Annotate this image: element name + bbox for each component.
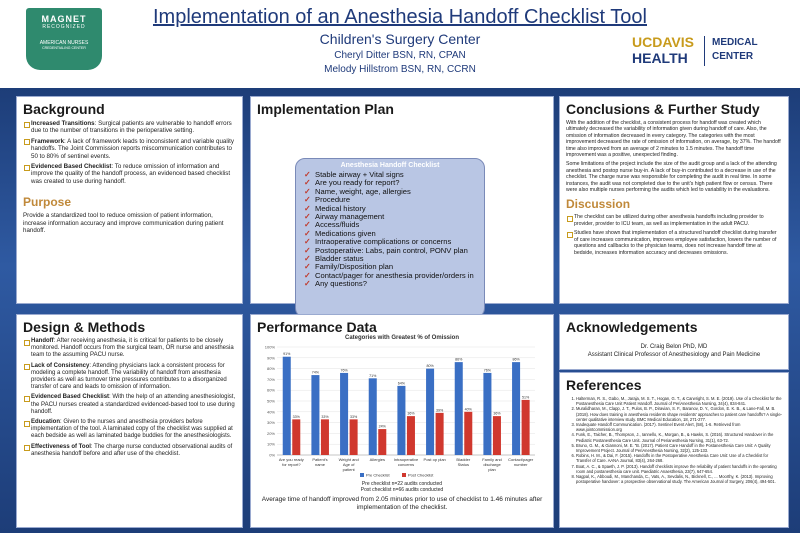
checklist-item: ✓ Bladder status: [315, 255, 484, 263]
bar-pre-checklist: [512, 362, 520, 455]
background-heading: Background: [23, 101, 105, 117]
bar-post-checklist: [493, 416, 501, 455]
design-heading: Design & Methods: [23, 319, 146, 335]
data-label: 71%: [369, 373, 377, 378]
acknowledgements-heading: Acknowledgements: [566, 319, 698, 335]
list-item: Increased Transitions: Surgical patients are vulnerable to handoff errors due to the number of transitions in the perioperative setting.: [31, 120, 236, 135]
data-label: 76%: [340, 368, 348, 373]
y-tick-label: 70%: [266, 376, 275, 382]
performance-summary: Average time of handoff improved from 2.05 minutes prior to use of checklist to 1.46 minutes after implementation of the checklist.: [261, 496, 543, 511]
logo-text: MAGNET: [41, 14, 87, 24]
bar-post-checklist: [522, 400, 530, 455]
logo-divider: [704, 36, 705, 66]
bar-post-checklist: [378, 429, 386, 455]
list-item: Evidenced Based Checklist: To reduce omission of information and improve the quality of the handoff process, an evidenced based checklist was created to use during handoff.: [31, 163, 236, 185]
poster-title-block: [120, 6, 680, 75]
checklist-item: ✓ Stable airway + Vital signs: [315, 171, 484, 179]
chart-title: Categories with Greatest % of Omission: [344, 335, 460, 341]
logo-text: UCDAVIS: [632, 34, 694, 50]
y-tick-label: 90%: [266, 355, 275, 361]
caption-pre: Pre checklist n=22 audits conducted: [361, 481, 443, 487]
checklist: [296, 171, 484, 289]
bar-pre-checklist: [311, 375, 319, 455]
x-tick-label: Family and: [482, 457, 502, 462]
checklist-scroll: [295, 158, 485, 318]
y-tick-label: 100%: [264, 344, 275, 350]
logo-text: HEALTH: [632, 50, 688, 66]
data-label: 33%: [350, 414, 358, 419]
data-label: 80%: [426, 364, 434, 369]
list-item: Handoff: After receiving anesthesia, it is critical for patients to be closely monitored. Handoff occurs from the surgical team, OR nurse and anesthesia team to the assuming PACU nurse.: [31, 338, 236, 360]
data-label: 36%: [407, 411, 415, 416]
x-tick-label: number: [513, 462, 528, 467]
bar-post-checklist: [321, 419, 329, 455]
checklist-item: ✓ Contact/pager for anesthesia provider/orders in: [315, 272, 484, 280]
logo-text: MEDICAL CENTER: [712, 37, 758, 62]
x-tick-label: Weight and: [338, 457, 359, 462]
x-tick-label: Intraoperative: [393, 457, 419, 462]
bar-post-checklist: [350, 419, 358, 455]
design-panel: [16, 314, 243, 528]
bar-pre-checklist: [397, 386, 405, 455]
poster-subtitle: Children's Surgery Center: [319, 31, 481, 47]
data-label: 64%: [397, 381, 406, 386]
checklist-item: ✓ Intraoperative complications or concerns: [315, 238, 484, 246]
x-tick-label: patient: [342, 467, 355, 472]
data-label: 51%: [522, 395, 530, 400]
legend-label: Pre Checklist: [366, 472, 390, 478]
data-label: 36%: [493, 411, 501, 416]
logo-text: RECOGNIZED: [42, 24, 86, 30]
data-label: 76%: [483, 368, 492, 373]
x-tick-label: discharge: [483, 462, 501, 467]
x-tick-label: Post op plan: [423, 457, 446, 462]
chart-captions: [251, 481, 553, 515]
reference-item: 7. Boat, A. C., & Spaeth, J. P. (2013). Handoff checklists improve the reliability of patient handoffs in the operating room and postanesthesia care unit. Paediatric Anaesthesia, 23(7), 647-654.: [576, 464, 782, 474]
checklist-item: ✓ Medical history: [315, 205, 484, 213]
implementation-heading: Implementation Plan: [257, 101, 394, 117]
x-tick-label: Bladder: [456, 457, 471, 462]
x-tick-label: name: [314, 462, 326, 467]
design-body: [17, 335, 242, 464]
conclusions-p1: With the addition of the checklist, a consistent process for handoff was created which ultimately decreased the variability of information given during handoff of care. Also, the omission of information decreased in every category. The categories with the most improvement decreased the rate of omission of information, on average, by 37%. The handoff time also improved from an average of 2 minutes to 1.5 minutes. The handoff time improvement was a positive, unexpected finding.: [566, 120, 781, 159]
data-label: 40%: [464, 407, 472, 412]
y-tick-label: 80%: [266, 366, 275, 372]
x-tick-label: concerns: [397, 462, 415, 467]
list-item: Evidenced Based Checklist: With the help of an attending anesthesiologist, the PACU nurses created a standardized evidenced-based tool to use during handoff.: [31, 394, 236, 415]
bar-post-checklist: [292, 419, 300, 455]
references-panel: [559, 372, 789, 528]
ucdavis-health-logo: [622, 34, 792, 68]
omission-bar-chart: [259, 341, 541, 481]
bar-pre-checklist: [455, 362, 463, 455]
list-item: Lack of Consistency: Attending physicians lack a consistent process for modeling a complete handoff. The variability of handoff from anesthesia providers as well as turnover time pressures contributes to a disorganized transfer of care and leads to omission of information.: [31, 363, 236, 392]
reference-item: 6. Robins, H. M., & Dai, F. (2015). Handoffs in the Postoperative Anesthesia Care Unit: Use of a Checklist for Transfer of Care. AANA Journal, 83(4), 264-268.: [576, 453, 782, 463]
logo-text: CREDENTIALING CENTER: [42, 46, 86, 50]
bar-pre-checklist: [369, 378, 377, 455]
x-tick-label: Contact/pager: [508, 457, 534, 462]
list-item: Studies have shown that implementation of a structured handoff checklist during transfer of care increases communication, improves employee satisfaction, lowers the number of questions and callbacks to the physician teams, does not increase handoff time at bedside, increases information accuracy and decreases omissions.: [574, 230, 782, 256]
list-item: Framework: A lack of framework leads to inconsistent and variable quality handoffs. The Joint Commission reports miscommunication contributes to 50 to 80% of sentinel events.: [31, 138, 236, 160]
data-label: 86%: [512, 357, 520, 362]
performance-heading: Performance Data: [257, 319, 377, 335]
conclusions-heading: Conclusions & Further Study: [566, 101, 760, 117]
references-list: [560, 393, 788, 487]
discussion-body: [560, 211, 788, 261]
discussion-heading: Discussion: [566, 197, 631, 212]
poster-title: Implementation of an Anesthesia Handoff Checklist Tool: [152, 6, 647, 28]
reference-item: 5. Bruno, G. M., & Giannoni, M. E. "B. (2017). Patient Care Handoff in the Postanesthesia Care Unit: A Quality Improvement Project. Journal of PeriAnesthesia Nursing, 32(2), 125-133.: [576, 443, 782, 453]
conclusions-p2: Some limitations of the project include the size of the audit group and a lack of the attending anesthesia and postop nurse buy-in. A lack of buy-in contributed to a decrease in use of the checklist. The charge nurse was responsible for completing the audit in real time. In some instances, the audit was not completed due to the unit's high patient flow or census. There were also multiple nurses performing the audits which led to variability in the evaluations.: [566, 161, 777, 194]
list-item: Education: Given to the nurses and anesthesia providers before implementation of the tool. A laminated copy of the checklist was supplied at each bedside as well as laminated badge buddies for the anesthesiologists.: [31, 419, 236, 441]
references-heading: References: [566, 377, 642, 393]
legend-swatch: [360, 473, 364, 477]
bar-post-checklist: [407, 416, 415, 455]
y-tick-label: 10%: [266, 441, 275, 447]
acknowledgements-panel: [559, 314, 789, 370]
logo-text: AMERICAN NURSES: [39, 40, 89, 46]
y-tick-label: 0%: [269, 452, 275, 458]
y-tick-label: 40%: [266, 409, 275, 415]
y-tick-label: 20%: [266, 430, 275, 436]
x-tick-label: Allergies: [369, 457, 386, 462]
x-tick-label: Status: [457, 462, 470, 467]
checklist-item: ✓ Name, weight, age, allergies: [315, 188, 484, 196]
x-tick-label: Patient's: [312, 457, 328, 462]
list-item: Effectiveness of Tool: The charge nurse conducted observational audits of anesthesia handoff before and after use of the checklist.: [31, 444, 236, 458]
data-label: 33%: [292, 414, 300, 419]
performance-panel: [250, 314, 554, 528]
legend-swatch: [402, 473, 406, 477]
author-1: Cheryl Ditter BSN, RN, CPAN: [334, 50, 466, 61]
checklist-item: ✓ Any questions?: [315, 280, 484, 288]
data-label: 39%: [436, 408, 444, 413]
bar-post-checklist: [464, 412, 472, 455]
data-label: 33%: [321, 414, 329, 419]
ack-name: Dr. Craig Belon PhD, MD Assistant Clinical Professor of Anesthesiology and Pain Medicine: [587, 344, 761, 358]
legend-label: Post Checklist: [408, 472, 434, 478]
data-label: 86%: [455, 357, 463, 362]
data-label: 91%: [283, 352, 291, 357]
x-tick-label: for report?: [282, 462, 301, 467]
reference-item: 1. Halterman, R. S., Gabo, M., Jaraja, M. S. T., Hogan, G. T., & Carwright, S. M. E. (2019). Use of a Checklist for the Postanesthesia Care Unit Patient Handoff. Journal of PeriAnesthesia Nursing, 34(4), 834-841.: [576, 396, 782, 406]
y-tick-label: 60%: [266, 387, 275, 393]
checklist-item: ✓ Medications given: [315, 230, 484, 238]
purpose-heading: Purpose: [23, 195, 72, 210]
checklist-item: ✓ Access/fluids: [315, 221, 484, 229]
checklist-title: Anesthesia Handoff Checklist: [340, 162, 440, 169]
checklist-item: ✓ Postoperative: Labs, pain control, PONV plan: [315, 247, 484, 255]
conclusions-panel: [559, 96, 789, 304]
author-2: Melody Hillstrom BSN, RN, CCRN: [324, 64, 476, 75]
checklist-item: ✓ Airway management: [315, 213, 484, 221]
bar-pre-checklist: [340, 373, 348, 455]
checklist-item: ✓ Family/Disposition plan: [315, 263, 484, 271]
purpose-text: Provide a standardized tool to reduce omission of patient information, increase information accuracy and improve communication during patient handoff.: [23, 212, 224, 235]
reference-item: 4. Funk, E., Taicher, B., Thompson, J., Iannello, K., Morgan, B., & Hawks, S. (2016). Structured Handover in the Pediatric Postanesthesia Care Unit. Journal of Perianesthesia Nursing, 31(1), 63-72.: [576, 432, 782, 442]
reference-item: 8. Nagpal, K., Abboudi, M., Manchanda, C., Vats, A., Sevdalis, N., Bicknell, C., ... Moorthy, K. (2013). Improving postoperative handover: a prospective observational study. The American Journal of Surgery, 206(4), 494-501.: [576, 474, 782, 484]
y-tick-label: 50%: [266, 398, 275, 404]
x-tick-label: Are you ready: [278, 457, 304, 462]
data-label: 24%: [378, 424, 386, 429]
background-body: [17, 117, 242, 191]
background-panel: [16, 96, 243, 304]
bar-post-checklist: [436, 413, 444, 455]
x-tick-label: Age of: [342, 462, 355, 467]
poster-header: [0, 0, 800, 88]
x-tick-label: plan: [488, 467, 496, 472]
reference-item: 2. Muralidharan, M., Clapp, J. T., Pulos, B. P., Diravian, S. F., Baranov, D. Y., Gordon, E. K. B., & Lane-Fall, M. B. (2018). How does training in anesthesia residents shape residents' approaches to patient care handoffs? A single-center qualitative interview study. BMC Medical Education, 18, 271-277.: [576, 406, 782, 422]
y-tick-label: 30%: [266, 420, 275, 426]
reference-item: 3. Inadequate Handoff Communication. (2017). Sentinel Event Alert, (58), 1-6. Retrieved from www.jointcommission.org: [576, 422, 782, 432]
checklist-item: ✓ Procedure: [315, 196, 484, 204]
caption-post: Post checklist n=66 audits conducted: [360, 487, 444, 493]
bar-pre-checklist: [283, 357, 291, 455]
checklist-item: ✓ Are you ready for report?: [315, 179, 484, 187]
bar-pre-checklist: [483, 373, 491, 455]
magnet-recognized-logo: [26, 8, 102, 70]
bar-pre-checklist: [426, 369, 434, 455]
list-item: The checklist can be utilized during other anesthesia handoffs including provider to provider, provider to ICU team, as well as implementation in the adult PACU.: [574, 214, 782, 227]
data-label: 74%: [311, 370, 320, 375]
